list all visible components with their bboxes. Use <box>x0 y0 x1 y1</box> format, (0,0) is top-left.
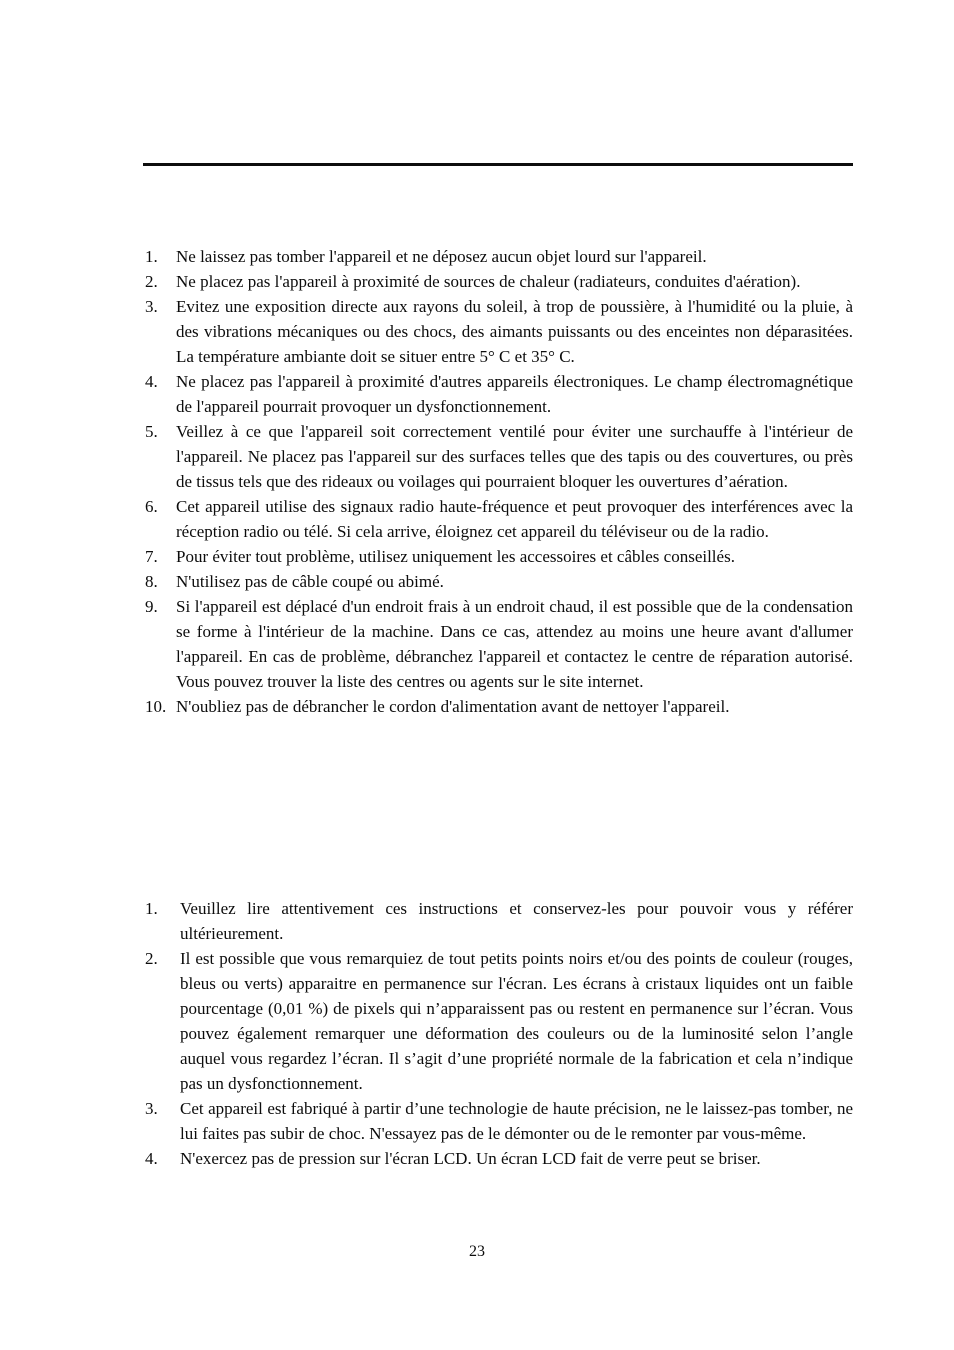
list-item-text: N'exercez pas de pression sur l'écran LCD. Un écran LCD fait de verre peut se briser. <box>180 1149 761 1168</box>
page-number: 23 <box>469 1243 485 1260</box>
horizontal-rule <box>143 163 853 166</box>
list-item-number: 9. <box>145 597 158 616</box>
list-item-text: Cet appareil utilise des signaux radio haute-fréquence et peut provoquer des interférences avec la réception radio ou télé. Si cela arrive, éloignez cet appareil du téléviseur ou de la radio. <box>176 497 853 541</box>
list-item-text: Pour éviter tout problème, utilisez uniquement les accessoires et câbles conseillés. <box>176 547 735 566</box>
list-item-number: 8. <box>145 572 158 591</box>
list-item-number: 1. <box>145 899 158 918</box>
list-item-text: Ne laissez pas tomber l'appareil et ne déposez aucun objet lourd sur l'appareil. <box>176 247 707 266</box>
list-item <box>145 896 853 946</box>
list-item-text: Cet appareil est fabriqué à partir d’une technologie de haute précision, ne le laissez-pas tomber, ne lui faites pas subir de choc. N'essayez pas de le démonter ou de le remonter par vous-même. <box>180 1099 853 1143</box>
list-item-text: Veillez à ce que l'appareil soit correctement ventilé pour éviter une surchauffe à l'intérieur de l'appareil. Ne placez pas l'appareil sur des surfaces telles que des tapis ou des couvertures, ou près de tissus tels que des rideaux ou voilages qui pourraient bloquer les ouvertures d’aération. <box>176 422 853 491</box>
list-item-text: Ne placez pas l'appareil à proximité de sources de chaleur (radiateurs, conduites d'aération). <box>176 272 801 291</box>
list-item-number: 2. <box>145 949 158 968</box>
list-item <box>145 369 853 419</box>
list-item <box>145 544 853 569</box>
list-item-text: N'utilisez pas de câble coupé ou abimé. <box>176 572 444 591</box>
list-item-text: Ne placez pas l'appareil à proximité d'autres appareils électroniques. Le champ électromagnétique de l'appareil pourrait provoquer un dysfonctionnement. <box>176 372 853 416</box>
safety-instructions-list <box>145 244 853 719</box>
list-item <box>145 1146 853 1171</box>
list-item-number: 6. <box>145 497 158 516</box>
list-item-number: 3. <box>145 1099 158 1118</box>
list-item-text: N'oubliez pas de débrancher le cordon d'alimentation avant de nettoyer l'appareil. <box>176 697 730 716</box>
list-item <box>145 419 853 494</box>
list-item <box>145 1096 853 1146</box>
list-item-text: Veuillez lire attentivement ces instructions et conservez-les pour pouvoir vous y référer ultérieurement. <box>180 899 853 943</box>
list-item-number: 3. <box>145 297 158 316</box>
list-item <box>145 294 853 369</box>
list-item <box>145 694 853 719</box>
list-item-number: 4. <box>145 1149 158 1168</box>
list-item-text: Evitez une exposition directe aux rayons du soleil, à trop de poussière, à l'humidité ou la pluie, à des vibrations mécaniques ou des chocs, des aimants puissants ou des enceintes non déparasitées. La température ambiante doit se situer entre 5° C et 35° C. <box>176 297 853 366</box>
list-item-number: 5. <box>145 422 158 441</box>
list-item-text: Si l'appareil est déplacé d'un endroit frais à un endroit chaud, il est possible que de la condensation se forme à l'intérieur de la machine. Dans ce cas, attendez au moins une heure avant d'allumer l'appareil. En cas de problème, débranchez l'appareil et contactez le centre de réparation autorisé. Vous pouvez trouver la liste des centres ou agents sur le site internet. <box>176 597 853 691</box>
list-item-number: 4. <box>145 372 158 391</box>
list-item <box>145 269 853 294</box>
list-item <box>145 946 853 1096</box>
list-item <box>145 569 853 594</box>
list-item <box>145 594 853 694</box>
list-item-number: 1. <box>145 247 158 266</box>
screen-instructions-list <box>145 896 853 1171</box>
list-item-number: 10. <box>145 697 167 716</box>
list-item-number: 2. <box>145 272 158 291</box>
list-item-number: 7. <box>145 547 158 566</box>
list-item <box>145 244 853 269</box>
list-item-text: Il est possible que vous remarquiez de tout petits points noirs et/ou des points de couleur (rouges, bleus ou verts) apparaitre en permanence sur l'écran. Les écrans à cristaux liquides ont un faible pourcentage (0,01 %) de pixels qui n’apparaissent pas ou restent en permanence sur l’écran. Vous pouvez également remarquer une déformation des couleurs ou de la luminosité selon l’angle auquel vous regardez l’écran. Il s’agit d’une propriété normale de la fabrication et cela n’indique pas un dysfonctionnement. <box>180 949 853 1093</box>
list-item <box>145 494 853 544</box>
